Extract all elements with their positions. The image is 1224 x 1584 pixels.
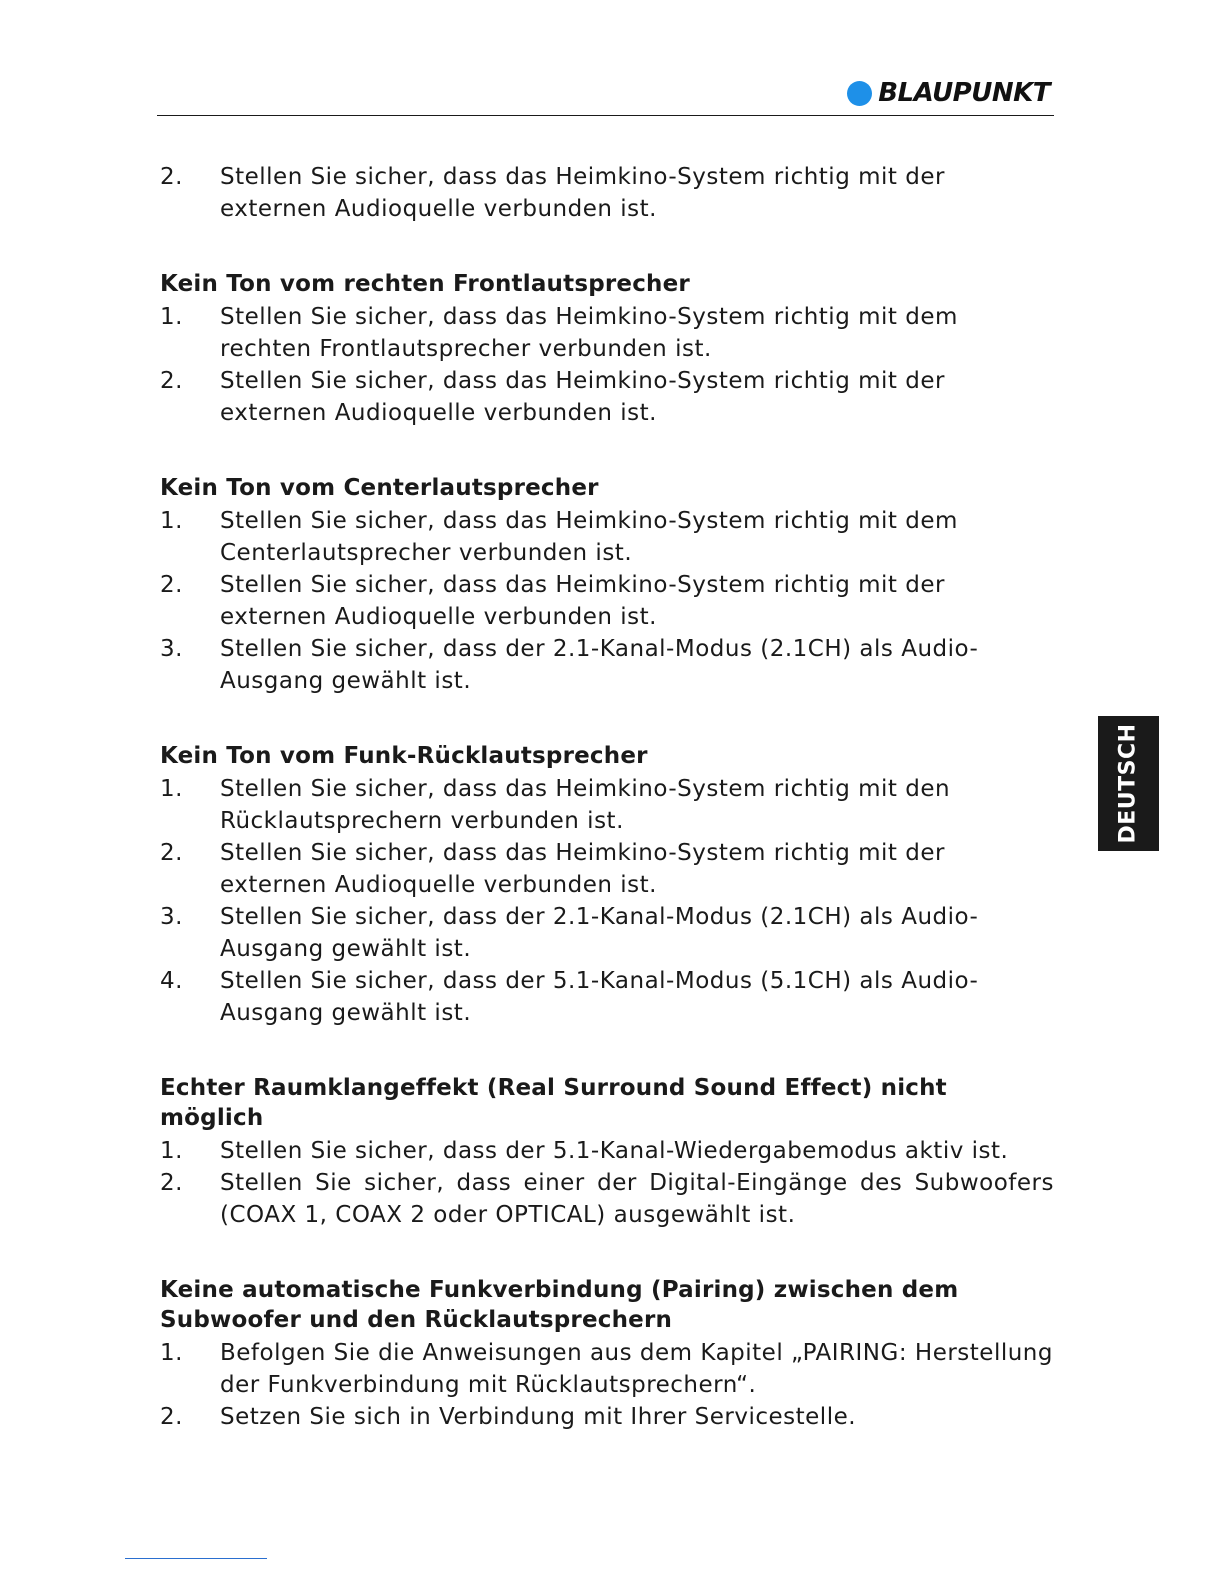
step-number: 3.: [160, 904, 183, 930]
brand-dot-icon: [847, 81, 872, 106]
brand-name: BLAUPUNKT: [878, 78, 1050, 108]
language-tab-label: DEUTSCH: [1116, 723, 1142, 844]
step-text: Befolgen Sie die Anweisungen aus dem Kapitel „PAIRING: Herstellung der Funkverbindung mit Rücklautsprechern“.: [220, 1340, 1053, 1398]
language-tab: [1098, 716, 1159, 851]
step-text: Stellen Sie sicher, dass der 5.1-Kanal-Wiedergabemodus aktiv ist.: [220, 1138, 1009, 1164]
section-right-front-speaker: [160, 269, 1054, 429]
section-title: Kein Ton vom rechten Frontlautsprecher: [160, 271, 690, 297]
step-number: 2.: [160, 840, 183, 866]
step-number: 1.: [160, 508, 183, 534]
step-text: Stellen Sie sicher, dass einer der Digital-Eingänge des Subwoofers (COAX 1, COAX 2 oder OPTICAL) ausgewählt ist.: [220, 1170, 1054, 1228]
list-item: [160, 161, 1054, 225]
step-number: 1.: [160, 1138, 183, 1164]
step-list: [160, 1135, 1054, 1231]
step-text: Stellen Sie sicher, dass das Heimkino-System richtig mit dem Centerlautsprecher verbunden ist.: [220, 508, 958, 566]
section-surround-effect: [160, 1073, 1054, 1231]
page-header: [157, 74, 1054, 116]
step-list: [160, 505, 1054, 697]
step-text: Stellen Sie sicher, dass das Heimkino-System richtig mit der externen Audioquelle verbunden ist.: [220, 572, 945, 630]
step-number: 2.: [160, 164, 183, 190]
step-number: 2.: [160, 1404, 183, 1430]
list-item: [160, 901, 1054, 965]
list-item: [160, 1337, 1054, 1401]
section-title: Kein Ton vom Funk-Rücklautsprecher: [160, 743, 648, 769]
list-item: [160, 1135, 1054, 1167]
footer-divider: [125, 1558, 267, 1559]
step-number: 1.: [160, 1340, 183, 1366]
step-list: [160, 1337, 1054, 1433]
step-text: Setzen Sie sich in Verbindung mit Ihrer Servicestelle.: [220, 1404, 857, 1430]
step-list: [160, 161, 1054, 225]
list-item: [160, 633, 1054, 697]
step-text: Stellen Sie sicher, dass der 2.1-Kanal-Modus (2.1CH) als Audio-Ausgang gewählt ist.: [220, 636, 979, 694]
step-text: Stellen Sie sicher, dass das Heimkino-System richtig mit der externen Audioquelle verbunden ist.: [220, 840, 945, 898]
section-center-speaker: [160, 473, 1054, 697]
step-number: 2.: [160, 1170, 183, 1196]
list-item: [160, 365, 1054, 429]
brand-logo: [847, 78, 1050, 108]
step-text: Stellen Sie sicher, dass das Heimkino-System richtig mit den Rücklautsprechern verbunden ist.: [220, 776, 951, 834]
section-title: Kein Ton vom Centerlautsprecher: [160, 475, 599, 501]
step-number: 4.: [160, 968, 183, 994]
list-item: [160, 837, 1054, 901]
step-list: [160, 773, 1054, 1029]
step-number: 3.: [160, 636, 183, 662]
list-item: [160, 505, 1054, 569]
section-wireless-rear-speaker: [160, 741, 1054, 1029]
step-text: Stellen Sie sicher, dass das Heimkino-System richtig mit der externen Audioquelle verbunden ist.: [220, 164, 945, 222]
list-item: [160, 965, 1054, 1029]
list-item: [160, 569, 1054, 633]
troubleshooting-content: [160, 161, 1054, 1477]
step-number: 2.: [160, 368, 183, 394]
step-text: Stellen Sie sicher, dass der 5.1-Kanal-Modus (5.1CH) als Audio-Ausgang gewählt ist.: [220, 968, 979, 1026]
step-list: [160, 301, 1054, 429]
step-text: Stellen Sie sicher, dass der 2.1-Kanal-Modus (2.1CH) als Audio-Ausgang gewählt ist.: [220, 904, 979, 962]
section-pairing: [160, 1275, 1054, 1433]
step-number: 1.: [160, 304, 183, 330]
list-item: [160, 773, 1054, 837]
section-title: Keine automatische Funkverbindung (Pairing) zwischen dem Subwoofer und den Rücklautsprechern: [160, 1277, 959, 1333]
list-item: [160, 301, 1054, 365]
list-item: [160, 1401, 1054, 1433]
step-number: 2.: [160, 572, 183, 598]
list-item: [160, 1167, 1054, 1231]
step-text: Stellen Sie sicher, dass das Heimkino-System richtig mit der externen Audioquelle verbunden ist.: [220, 368, 945, 426]
step-text: Stellen Sie sicher, dass das Heimkino-System richtig mit dem rechten Frontlautsprecher verbunden ist.: [220, 304, 958, 362]
section-title: Echter Raumklangeffekt (Real Surround Sound Effect) nicht möglich: [160, 1075, 947, 1131]
step-number: 1.: [160, 776, 183, 802]
section-continuation: [160, 161, 1054, 225]
